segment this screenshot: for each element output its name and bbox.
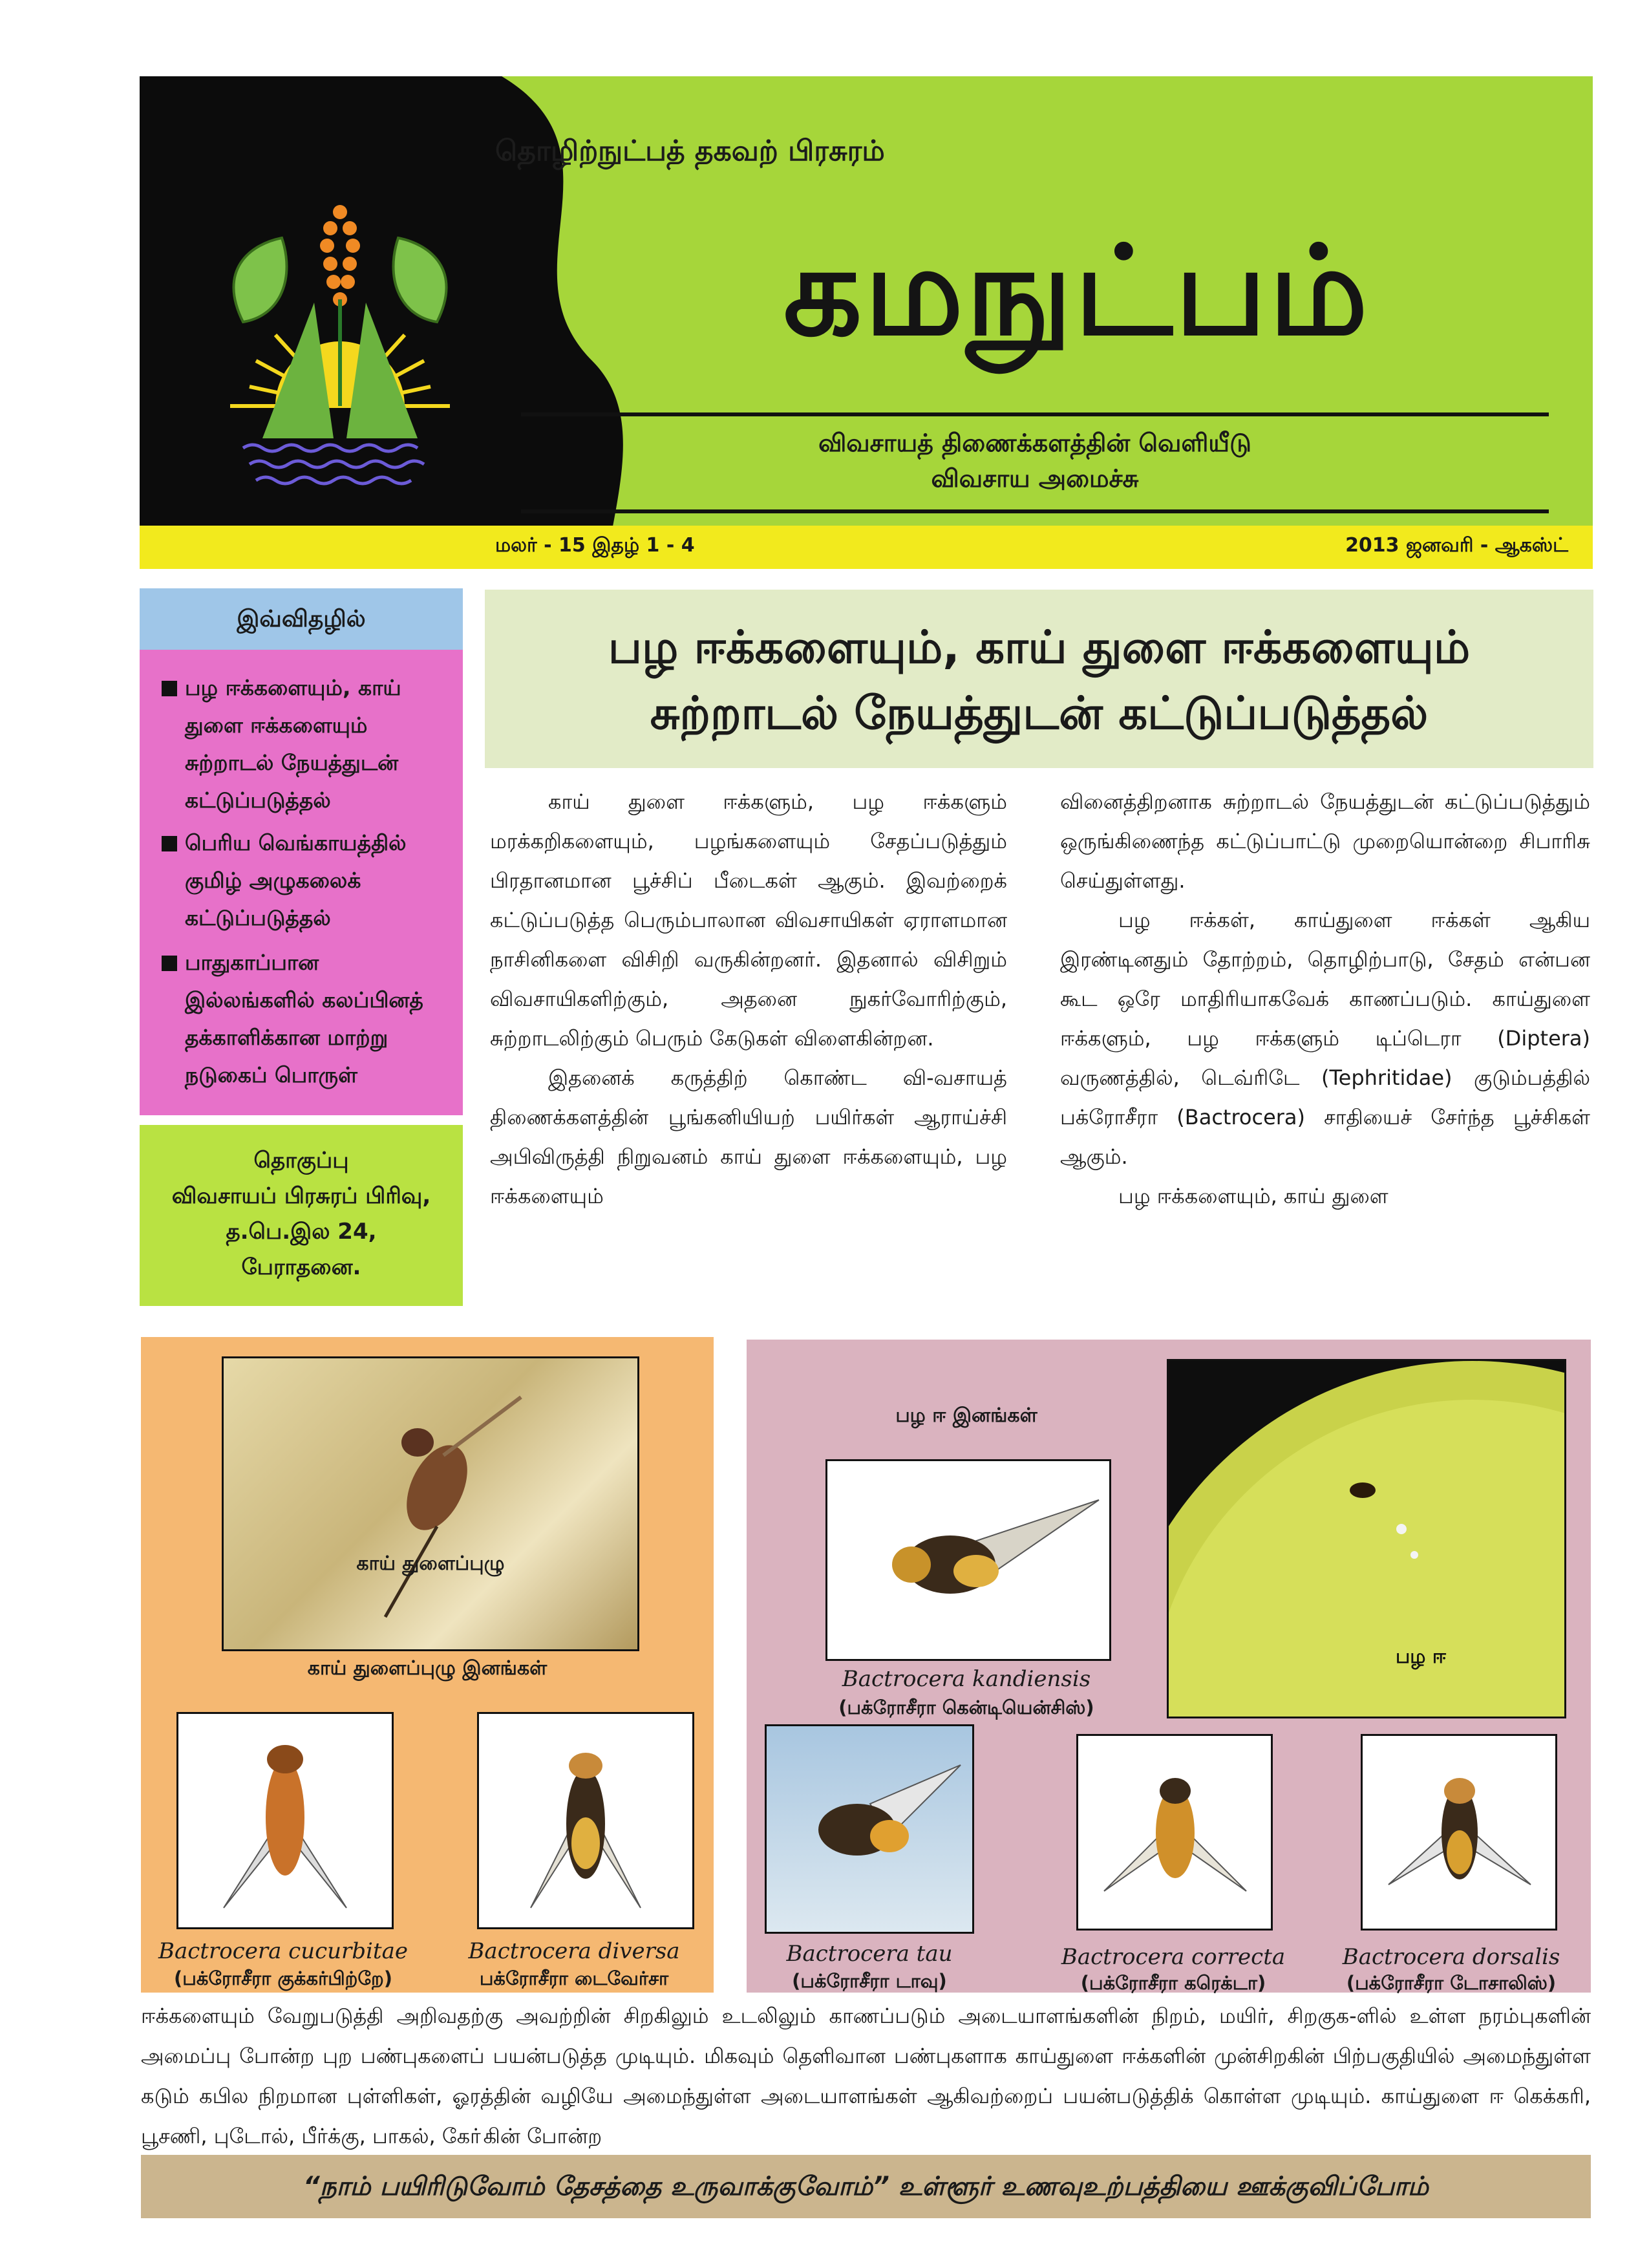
- species-photo-cucurbitae: [176, 1712, 394, 1929]
- toc-item-label: பழ ஈக்களையும், காய் துளை ஈக்களையும் சுற்றாடல் நேயத்துடன் கட்டுப்படுத்தல்: [185, 675, 401, 813]
- masthead: [140, 76, 1593, 569]
- fruit-fly-photo-panel: [747, 1340, 1591, 1993]
- species-photo-tau: [765, 1724, 974, 1934]
- article-paragraph: பழ ஈக்களையும், காய் துளை: [1118, 1184, 1388, 1208]
- fruit-borer-photo: [222, 1356, 639, 1651]
- fly-on-flower-image: [224, 1358, 637, 1649]
- toc-item-label: பாதுகாப்பான இல்லங்களில் கலப்பினத் தக்காளிக்கான மாற்று நடுகைப் பொருள்: [185, 950, 423, 1087]
- newsletter-title: கமநுட்பம்: [783, 219, 1371, 363]
- issue-number: மலர் - 15 இதழ் 1 - 4: [495, 534, 695, 557]
- species-tamil-name: (பக்ரோசீரா கென்டியென்சிஸ்): [838, 1696, 1094, 1718]
- article-column-left: [490, 782, 1007, 1216]
- article-paragraph: காய் துளை ஈக்களும், பழ ஈக்களும் மரக்கறிகளையும், பழங்களையும் சேதப்படுத்தும் பிரதானமான பூச்சிப் பீடைகள் ஆகும். இவற்றைக் கட்டுப்படுத்த பெரும்பாலான விவசாயிகள் ஏராளமான நாசினிகளை விசிறி வருகின்றனர். இதனால் விசிறும் விவசாயிகளிற்கும், அதனை நுகர்வோரிற்கும், சுற்றாடலிற்கும் பெரும் கேடுகள் விளைகின்றன.: [490, 789, 1007, 1051]
- toc-item[interactable]: [153, 944, 453, 1094]
- fruit-borer-photo-panel: [141, 1337, 714, 1993]
- masthead-rule-top: [521, 412, 1549, 416]
- headline-line-2: சுற்றாடல் நேயத்துடன் கட்டுப்படுத்தல்: [650, 687, 1429, 740]
- fruit-borer-photo-caption: காய் துளைப்புழு: [356, 1552, 505, 1575]
- fly-icon: [1363, 1736, 1555, 1929]
- footer-slogan: “நாம் பயிரிடுவோம் தேசத்தை உருவாக்குவோம்” உள்ளூர் உணவுஉற்பத்தியை ஊக்குவிப்போம்: [141, 2155, 1591, 2218]
- issue-date: 2013 ஜனவரி - ஆகஸ்ட்: [1345, 534, 1568, 557]
- bullet-square-icon: [162, 681, 177, 696]
- species-sci-name: Bactrocera diversa: [468, 1938, 680, 1964]
- species-photo-diversa: [477, 1712, 694, 1929]
- bullet-square-icon: [162, 956, 177, 971]
- contact-line-1: தொகுப்பு: [253, 1148, 349, 1173]
- fly-icon: [178, 1714, 392, 1927]
- toc-list: [140, 650, 463, 1115]
- publisher-label: தொழிற்நுட்பத் தகவற் பிரசுரம்: [495, 134, 885, 167]
- article-continuation: [141, 1996, 1591, 2156]
- species-sci-name: Bactrocera tau: [786, 1941, 953, 1967]
- fruit-fly-on-fruit-photo: [1167, 1359, 1566, 1718]
- species-sci-name: Bactrocera correcta: [1061, 1944, 1286, 1970]
- species-photo-correcta: [1076, 1734, 1273, 1931]
- toc-heading: இவ்விதழில்: [140, 588, 463, 650]
- contact-line-2: விவசாயப் பிரசுரப் பிரிவு,: [171, 1183, 431, 1209]
- masthead-rule-bottom: [521, 509, 1549, 513]
- species-sci-name: Bactrocera kandiensis: [842, 1666, 1091, 1692]
- species-sci-name: Bactrocera cucurbitae: [158, 1938, 408, 1964]
- article-paragraph: ஈக்களையும் வேறுபடுத்தி அறிவதற்கு அவற்றின் சிறகிலும் உடலிலும் காணப்படும் அடையாளங்களின் நிறம், மயிர், சிறகுக-ளில் உள்ள நரம்புகளின் அமைப்பு போன்ற புற பண்புகளைப் பயன்படுத்த முடியும். மிகவும் தெளிவான பண்புகளாக காய்துளை ஈக்களின் முன்சிறகின் பிற்பகுதியில் அமைந்துள்ள கடும் கபில நிறமான புள்ளிகள், ஓரத்தின் வழியே அமைந்துள்ள அடையாளங்கள் ஆகிவற்றைப் பயன்படுத்திக் கொள்ள முடியும். காய்துளை ஈ கெக்கரி, பூசணி, புடோல், பீர்க்கு, பாகல், கோ்கின் போன்ற: [141, 2004, 1591, 2148]
- article-column-right: [1060, 782, 1590, 1216]
- toc-item[interactable]: [153, 669, 453, 819]
- species-tamil-name: (பக்ரோசீரா டாவு): [792, 1970, 947, 1992]
- headline-line-1: பழ ஈக்களையும், காய் துளை ஈக்களையும்: [608, 621, 1471, 674]
- species-tamil-name: பக்ரோசீரா டைவேர்சா: [479, 1967, 669, 1989]
- species-sci-name: Bactrocera dorsalis: [1342, 1944, 1560, 1970]
- toc-item[interactable]: [153, 824, 453, 937]
- article-headline: [485, 590, 1593, 768]
- contact-line-4: பேராதனை.: [241, 1254, 361, 1280]
- fly-icon: [767, 1726, 972, 1932]
- fruit-fly-photo-caption: பழ ஈ: [1395, 1645, 1447, 1668]
- fly-icon: [1078, 1736, 1271, 1929]
- toc-item-label: பெரிய வெங்காயத்தில் குமிழ் அழுகலைக் கட்டுப்படுத்தல்: [185, 830, 407, 930]
- department-logo: [204, 193, 476, 503]
- masthead-subtitle-2: விவசாய அமைச்சு: [931, 464, 1139, 493]
- article-paragraph: பழ ஈக்கள், காய்துளை ஈக்கள் ஆகிய இரண்டினதும் தோற்றம், தொழிற்பாடு, சேதம் என்பன கூட ஒரே மாதிரியாகவேக் காணப்படும். காய்துளை ஈக்களும், பழ ஈக்களும் டிப்டெரா (Diptera) வருணத்தில், டெவ்ரிடே (Tephritidae) குடும்பத்தில் பக்ரோசீரா (Bactrocera) சாதியைச் சேர்ந்த பூச்சிகள் ஆகும்.: [1060, 908, 1590, 1169]
- fruit-fly-species-label: பழ ஈ இனங்கள்: [895, 1404, 1037, 1427]
- species-tamil-name: (பக்ரோசீரா குக்கர்பிற்றே): [173, 1967, 393, 1989]
- fly-icon: [479, 1714, 692, 1927]
- contact-line-3: த.பெ.இல 24,: [226, 1219, 377, 1245]
- fruit-borer-species-label: காய் துளைப்புழு இனங்கள்: [307, 1657, 548, 1680]
- article-paragraph: இதனைக் கருத்திற் கொண்ட வி-வசாயத் திணைக்களத்தின் பூங்கனியியற் பயிர்கள் ஆராய்ச்சி அபிவிருத்தி நிறுவனம் காய் துளை ஈக்களையும், பழ ஈக்களையும்: [490, 1065, 1008, 1208]
- species-photo-dorsalis: [1361, 1734, 1557, 1931]
- contact-box: [140, 1125, 463, 1306]
- species-photo-kandiensis: [825, 1459, 1111, 1661]
- species-tamil-name: (பக்ரோசீரா டோசாலிஸ்): [1346, 1972, 1557, 1994]
- species-tamil-name: (பக்ரோசீரா கரெக்டா): [1080, 1972, 1266, 1994]
- article-paragraph: வினைத்திறனாக சுற்றாடல் நேயத்துடன் கட்டுப்படுத்தும் ஒருங்கிணைந்த கட்டுப்பாட்டு முறையொன்றை சிபாரிசு செய்துள்ளது.: [1060, 789, 1590, 893]
- masthead-subtitle-1: விவசாயத் திணைக்களத்தின் வெளியீடு: [818, 429, 1251, 457]
- bullet-square-icon: [162, 836, 177, 851]
- fly-icon: [827, 1461, 1109, 1659]
